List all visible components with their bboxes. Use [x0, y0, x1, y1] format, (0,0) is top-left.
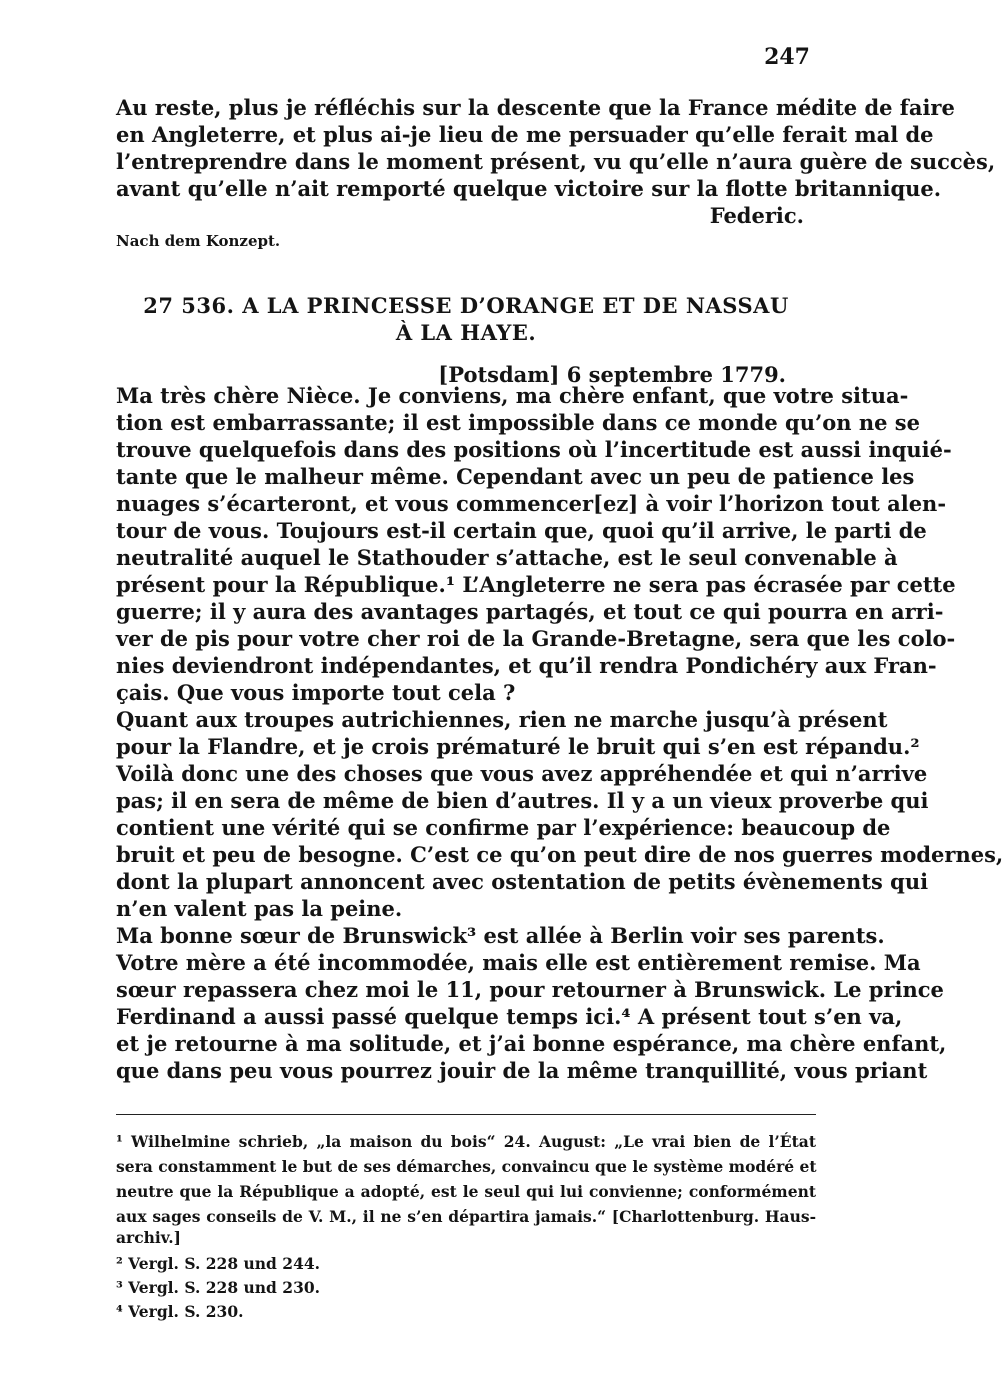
text-line: pas; il en sera de même de bien d’autres. Il y a un vieux proverbe qui — [116, 788, 929, 813]
text-line: neutralité auquel le Stathouder s’attache, est le seul convenable à — [116, 545, 898, 570]
footnote-4: ⁴ Vergl. S. 230. — [116, 1302, 244, 1321]
text-line: Ferdinand a aussi passé quelque temps ici.⁴ A présent tout s’en va, — [116, 1004, 903, 1029]
text-line: sœur repassera chez moi le 11, pour retourner à Brunswick. Le prince — [116, 977, 944, 1002]
footnote-divider — [116, 1114, 816, 1115]
source-note: Nach dem Konzept. — [116, 232, 281, 250]
signature: Federic. — [709, 203, 804, 228]
text-line: ver de pis pour votre cher roi de la Grande-Bretagne, sera que les colo- — [116, 626, 956, 651]
text-line: trouve quelquefois dans des positions où l’incertitude est aussi inquié- — [116, 437, 952, 462]
text-line: bruit et peu de besogne. C’est ce qu’on peut dire de nos guerres modernes, — [116, 842, 1003, 867]
dateline: [Potsdam] 6 septembre 1779. — [438, 362, 786, 387]
footnote-line: ¹ Wilhelmine schrieb, „la maison du bois“ 24. August: „Le vrai bien de l’État — [116, 1132, 816, 1151]
text-line: Ma très chère Nièce. Je conviens, ma chère enfant, que votre situa- — [116, 383, 909, 408]
footnote-3: ³ Vergl. S. 228 und 230. — [116, 1278, 321, 1297]
page-number: 247 — [764, 44, 810, 70]
text-line: que dans peu vous pourrez jouir de la même tranquillité, vous priant — [116, 1058, 928, 1083]
letter-heading-place: À LA HAYE. — [395, 320, 537, 345]
footnote-line: aux sages conseils de V. M., il ne s’en départira jamais.“ [Charlottenburg. Haus- — [116, 1207, 816, 1226]
footnote-line: sera constamment le but de ses démarches, convaincu que le système modéré et — [116, 1157, 817, 1176]
footnote-line: archiv.] — [116, 1228, 181, 1247]
text-line: avant qu’elle n’ait remporté quelque victoire sur la flotte britannique. — [116, 176, 942, 201]
text-line: tante que le malheur même. Cependant avec un peu de patience les — [116, 464, 915, 489]
text-line: Ma bonne sœur de Brunswick³ est allée à Berlin voir ses parents. — [116, 923, 885, 948]
text-line: contient une vérité qui se confirme par l’expérience: beaucoup de — [116, 815, 891, 840]
text-line: l’entreprendre dans le moment présent, vu qu’elle n’aura guère de succès, — [116, 149, 996, 174]
text-line: Voilà donc une des choses que vous avez appréhendée et qui n’arrive — [116, 761, 928, 786]
text-line: en Angleterre, et plus ai-je lieu de me persuader qu’elle ferait mal de — [116, 122, 934, 147]
text-line: nies deviendront indépendantes, et qu’il rendra Pondichéry aux Fran- — [116, 653, 937, 678]
text-line: çais. Que vous importe tout cela ? — [116, 680, 516, 705]
text-line: Quant aux troupes autrichiennes, rien ne marche jusqu’à présent — [116, 707, 888, 732]
text-line: présent pour la République.¹ L’Angleterre ne sera pas écrasée par cette — [116, 572, 956, 597]
footnote-line: neutre que la République a adopté, est le seul qui lui convienne; conformément — [116, 1182, 816, 1201]
text-line: tour de vous. Toujours est-il certain que, quoi qu’il arrive, le parti de — [116, 518, 927, 543]
text-line: et je retourne à ma solitude, et j’ai bonne espérance, ma chère enfant, — [116, 1031, 947, 1056]
text-line: tion est embarrassante; il est impossible dans ce monde qu’on ne se — [116, 410, 920, 435]
text-line: n’en valent pas la peine. — [116, 896, 403, 921]
footnote-2: ² Vergl. S. 228 und 244. — [116, 1254, 321, 1273]
text-line: nuages s’écarteront, et vous commencer[ez] à voir l’horizon tout alen- — [116, 491, 947, 516]
text-line: Au reste, plus je réfléchis sur la descente que la France médite de faire — [116, 95, 955, 120]
text-line: Votre mère a été incommodée, mais elle est entièrement remise. Ma — [116, 950, 921, 975]
text-line: pour la Flandre, et je crois prématuré le bruit qui s’en est répandu.² — [116, 734, 920, 759]
letter-heading: 27 536. A LA PRINCESSE D’ORANGE ET DE NASSAU — [143, 293, 789, 318]
text-line: dont la plupart annoncent avec ostentation de petits évènements qui — [116, 869, 929, 894]
text-line: guerre; il y aura des avantages partagés, et tout ce qui pourra en arri- — [116, 599, 944, 624]
